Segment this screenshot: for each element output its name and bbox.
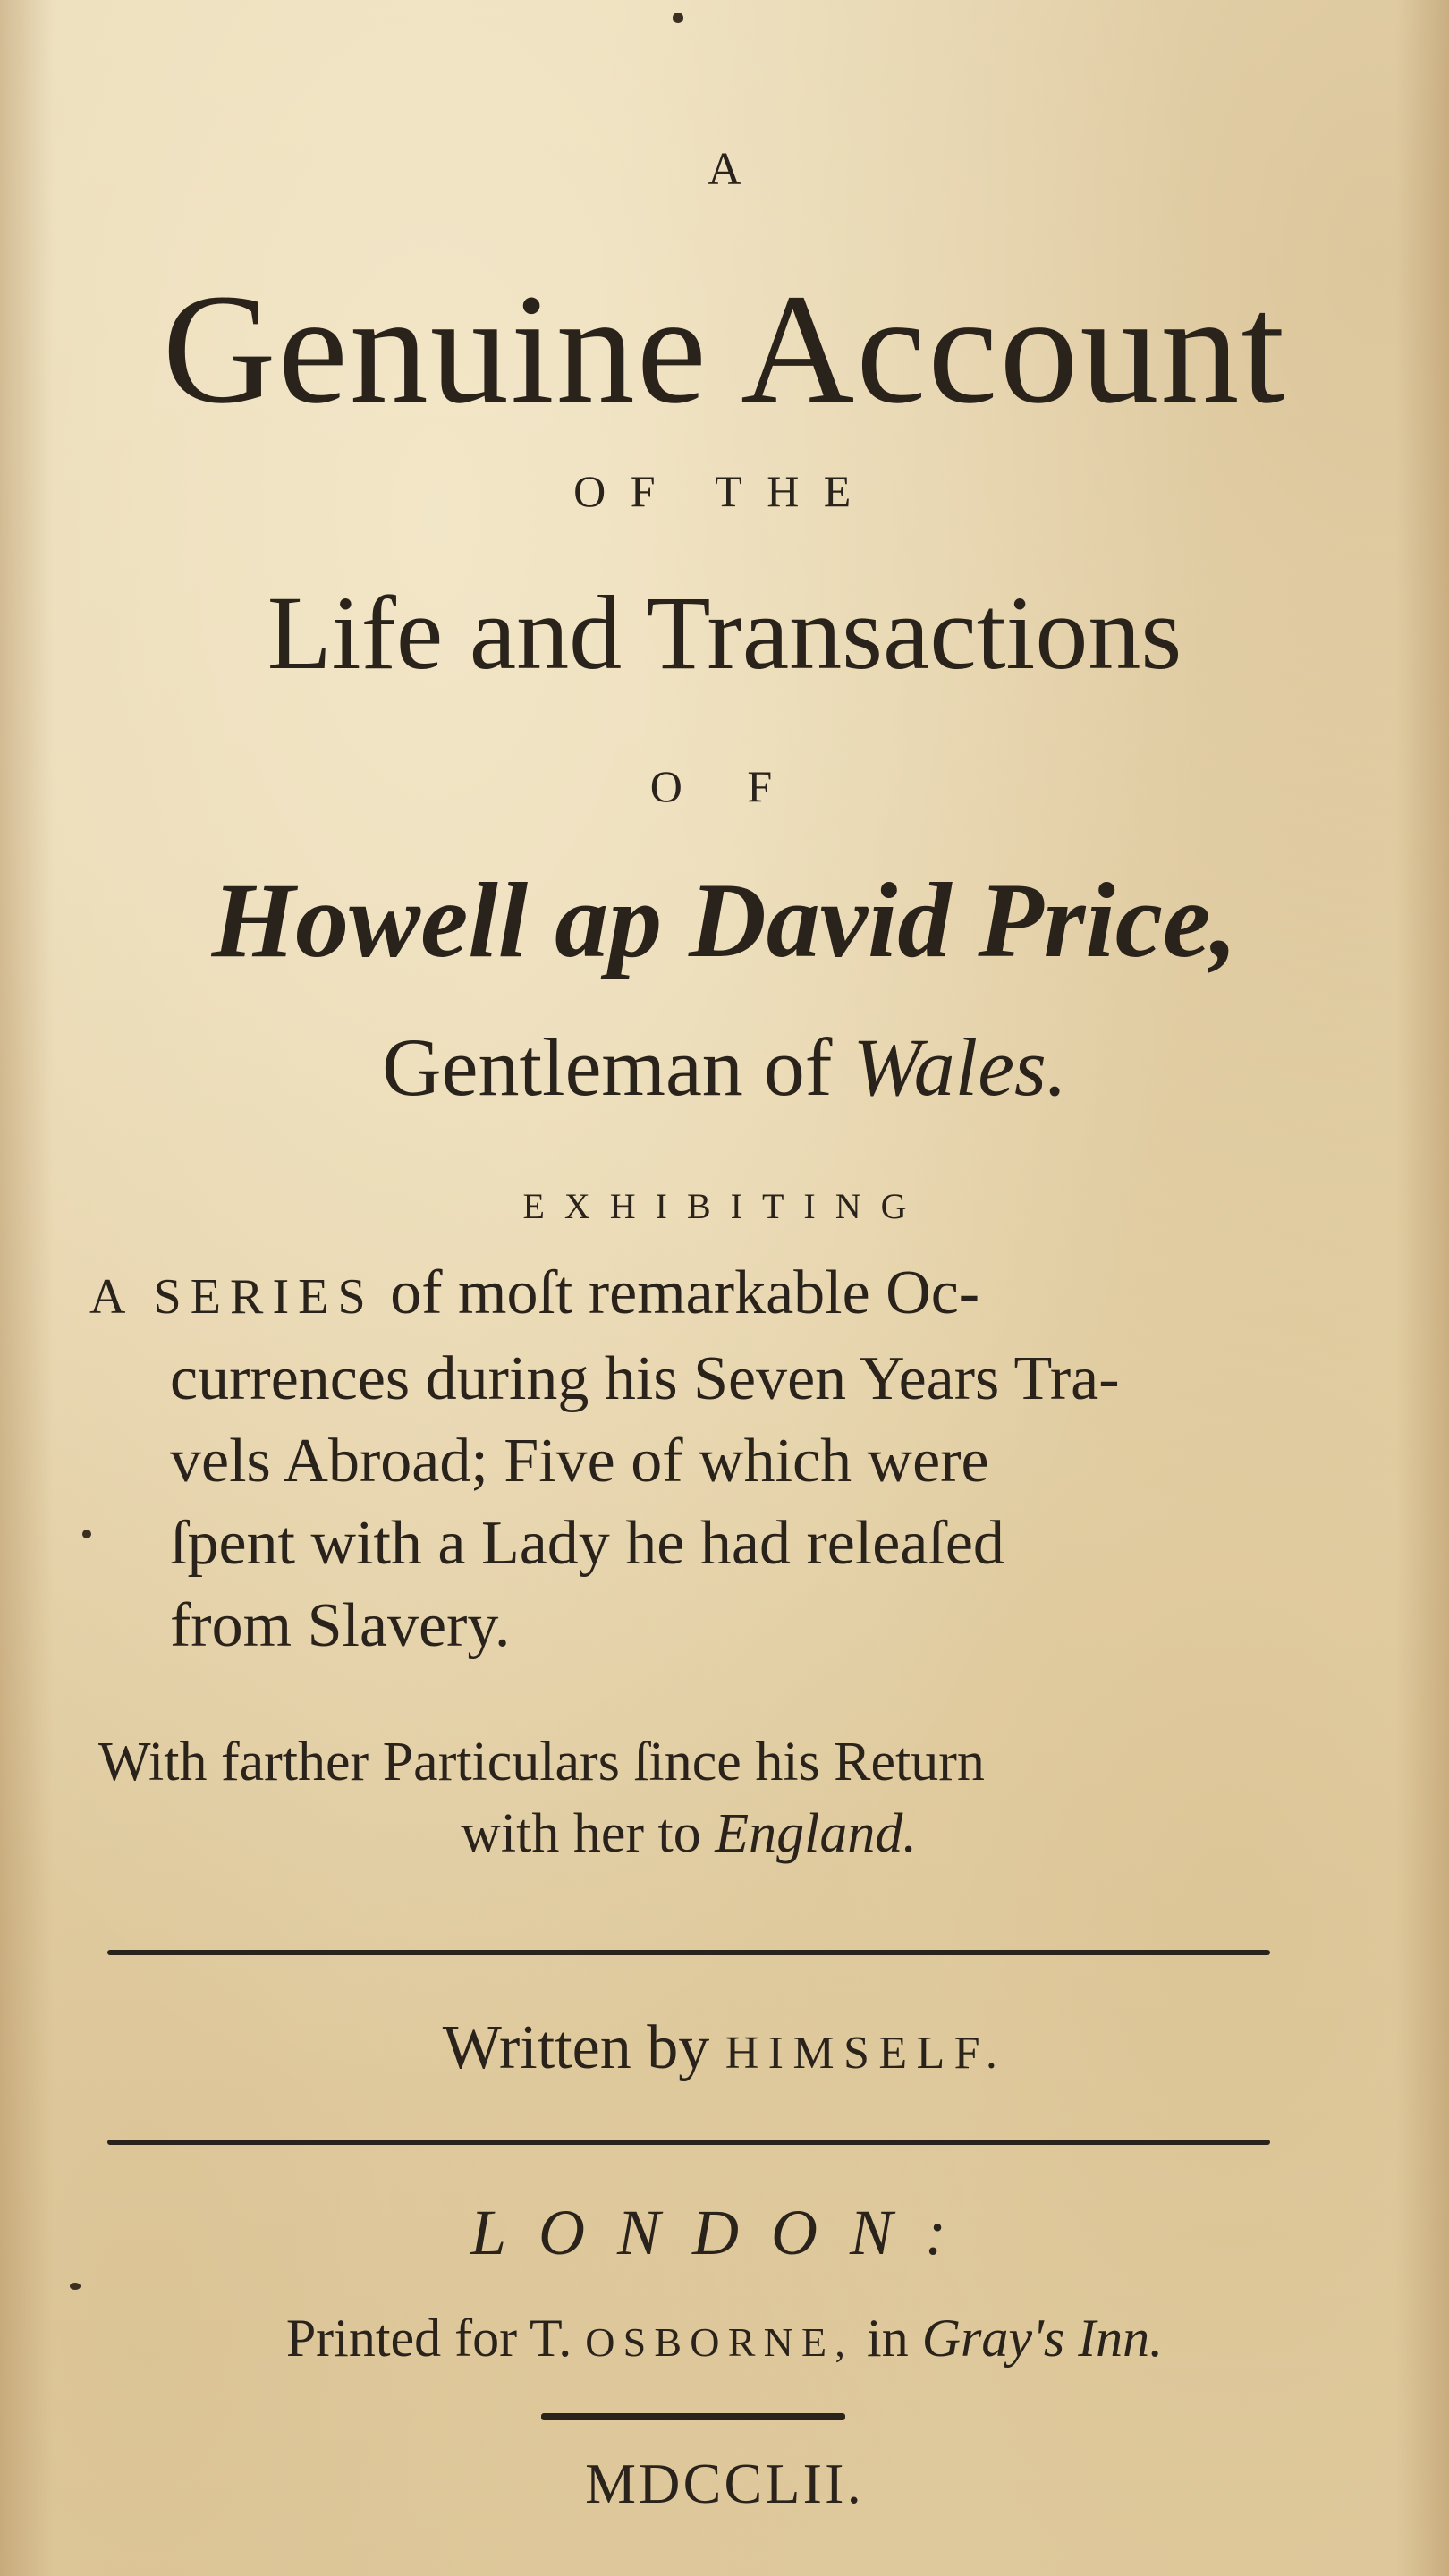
ink-speck-margin (82, 1530, 91, 1538)
imprint-city: LONDON: (470, 2197, 979, 2268)
written-by-line (0, 2012, 1449, 2084)
of-line: O F (649, 761, 800, 811)
farther-paragraph (98, 1726, 1279, 1869)
ink-speck-lower (70, 2283, 80, 2290)
ink-speck-top (673, 13, 683, 23)
wales-text: Wales. (852, 1021, 1067, 1113)
series-paragraph (89, 1252, 1288, 1667)
subtitle-life: Life and Transactions (267, 574, 1182, 691)
printer-name: OSBORNE, (585, 2319, 854, 2365)
author-name: Howell ap David Price, (211, 860, 1238, 979)
farther-line-1: With farther Particulars ſince his Return (98, 1732, 985, 1792)
series-line-4: ſpent with a Lady he had releaſed (170, 1509, 1004, 1578)
article-a: A (708, 144, 741, 195)
rule-bottom (107, 2140, 1270, 2145)
series-line-3: vels Abroad; Five of which were (170, 1427, 989, 1496)
farther-line-2-prefix: with her to (461, 1803, 716, 1864)
main-title: Genuine Account (162, 262, 1287, 436)
series-line-2: currences during his Seven Years Tra- (170, 1344, 1120, 1413)
series-line-1-text: of moſt remarkable Oc- (374, 1258, 980, 1327)
series-line-5: from Slavery. (170, 1591, 511, 1660)
gentleman-line (0, 1020, 1449, 1114)
rule-top (107, 1950, 1270, 1955)
printer-location: Gray's Inn. (921, 2309, 1164, 2368)
rule-short (541, 2413, 845, 2420)
of-the-line: OF THE (573, 466, 876, 516)
series-smallcaps: A SERIES (89, 1269, 375, 1325)
gentleman-prefix: Gentleman of (382, 1021, 853, 1113)
imprint-year: MDCCLII. (585, 2452, 864, 2515)
himself-text: HIMSELF. (724, 2028, 1007, 2079)
printed-mid: in (853, 2309, 922, 2368)
written-by-prefix: Written by (442, 2013, 725, 2082)
printed-prefix: Printed for T. (285, 2309, 586, 2368)
series-line-1 (89, 1252, 1288, 1338)
imprint-printer-line (0, 2308, 1449, 2369)
exhibiting-line: EXHIBITING (522, 1186, 927, 1226)
england-text: England. (715, 1803, 917, 1864)
farther-line-2 (98, 1798, 1279, 1869)
